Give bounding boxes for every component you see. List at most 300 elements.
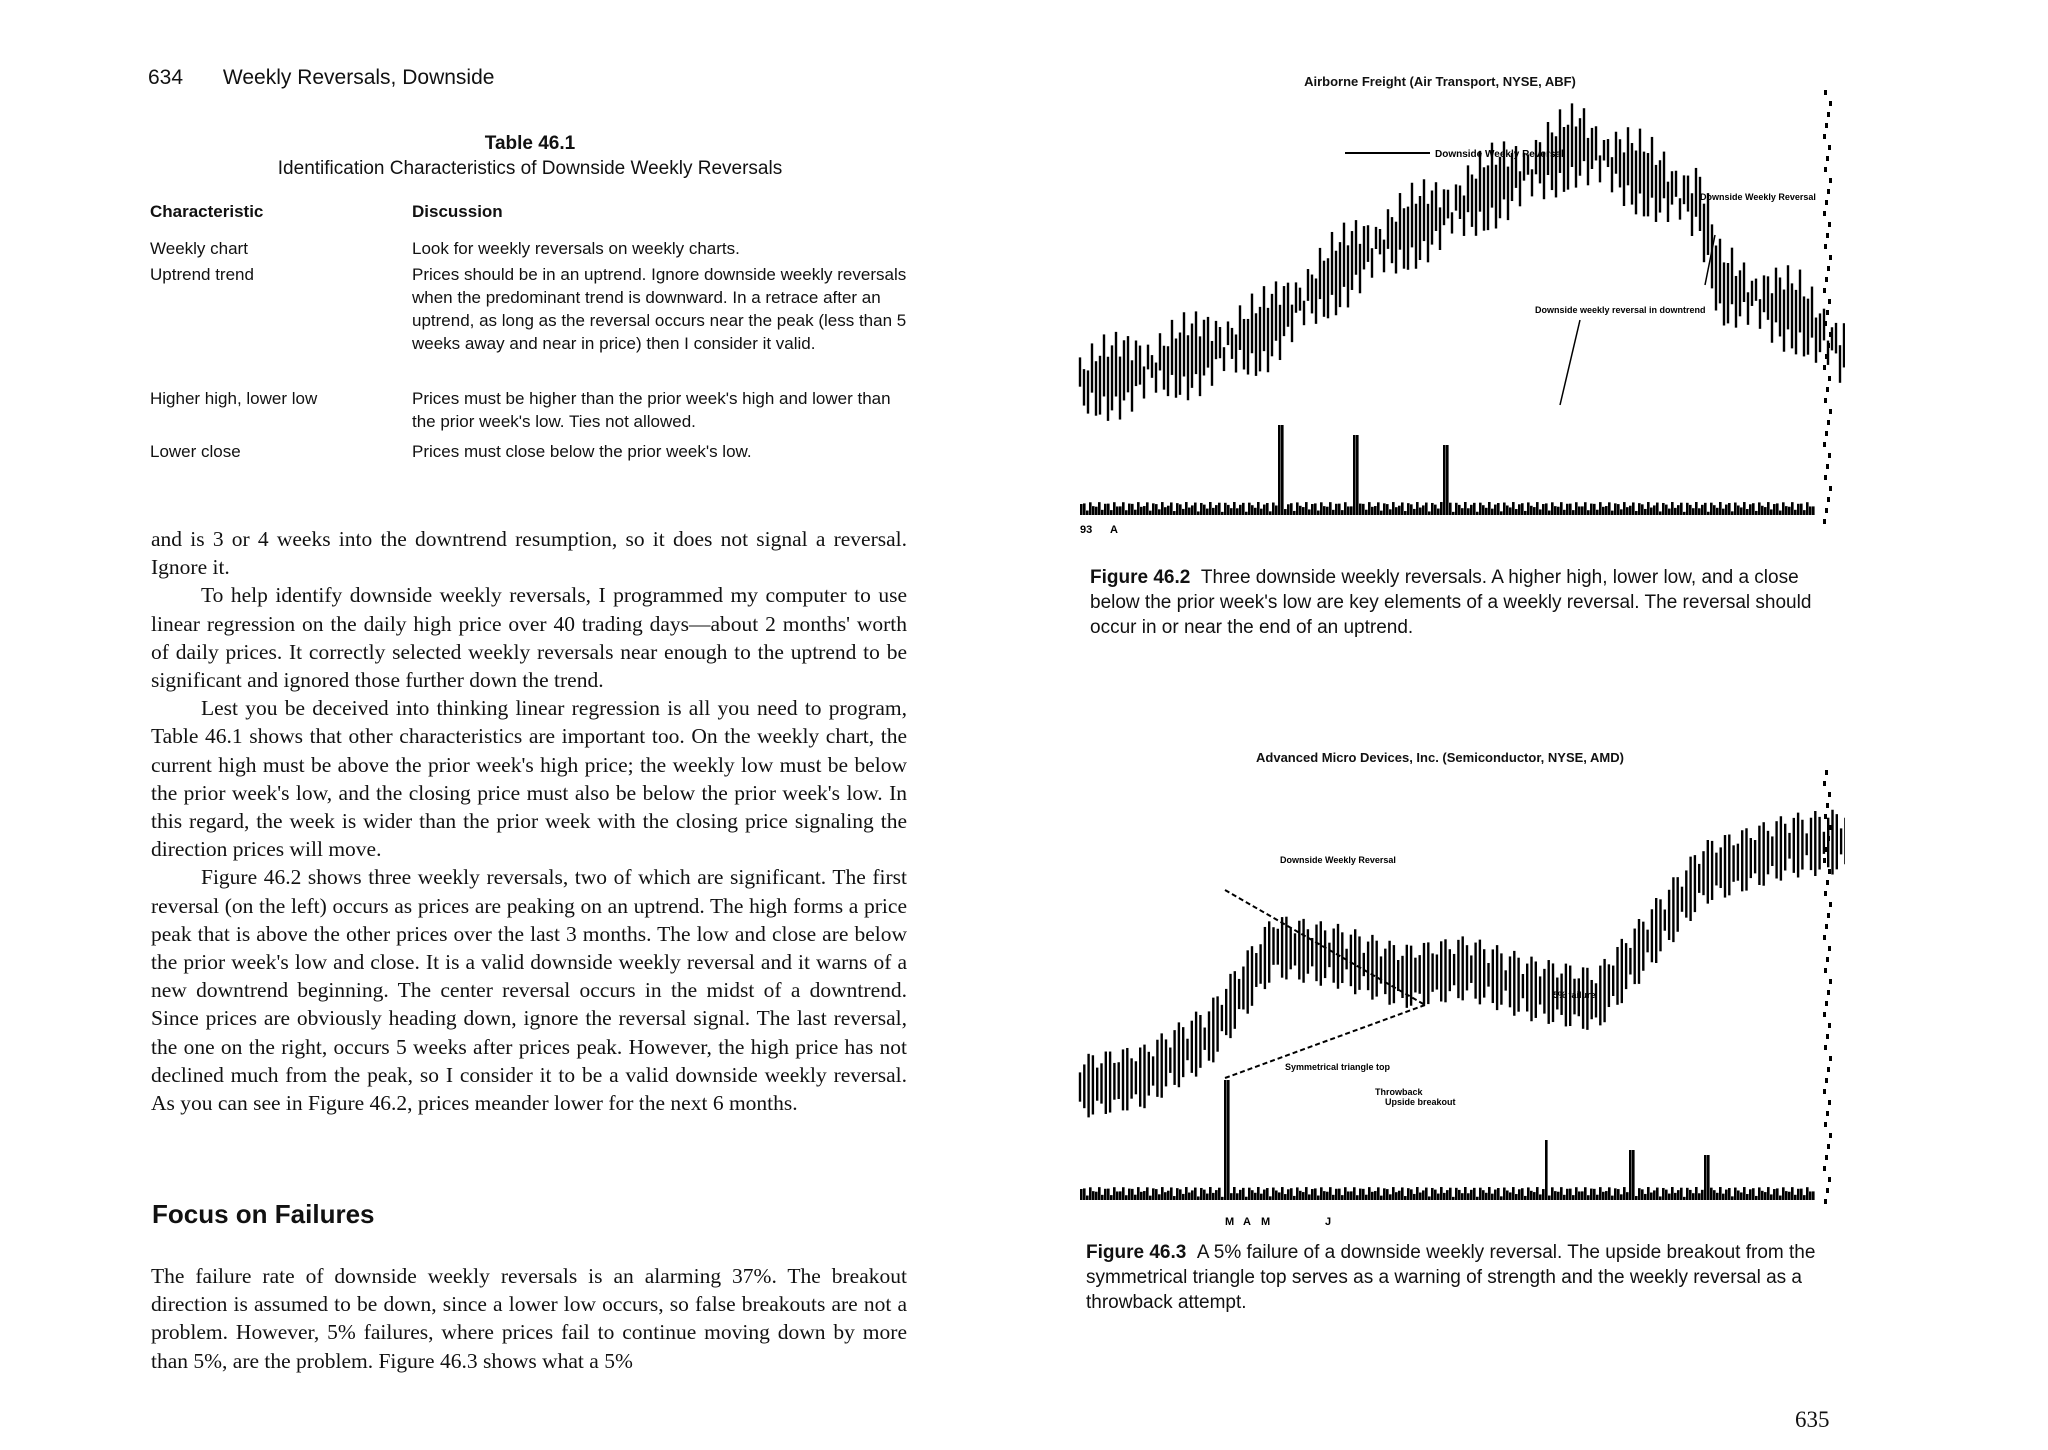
figure-3-volume-bar	[1569, 1189, 1572, 1200]
figure-2-axis-tick	[1824, 475, 1827, 480]
figure-3-volume-bar	[1671, 1187, 1674, 1200]
figure-2-volume-bar	[1560, 502, 1563, 515]
figure-3-axis-tick	[1824, 891, 1827, 896]
figure-2-volume-bar	[1350, 506, 1353, 515]
figure-2-volume-bar	[1605, 506, 1608, 515]
figure-2-volume-bar	[1284, 509, 1287, 515]
figure-2-volume-bar	[1638, 503, 1641, 515]
figure-2-axis-tick	[1828, 453, 1831, 458]
figure-3-volume-bar	[1551, 1187, 1554, 1200]
figure-2-volume-bar	[1761, 506, 1764, 515]
figure-3-volume-bar	[1239, 1190, 1242, 1200]
figure-3-volume-bar	[1425, 1188, 1428, 1200]
figure-3-axis-tick	[1825, 1078, 1828, 1083]
figure-3-volume-bar	[1260, 1194, 1263, 1200]
table-cell-characteristic: Higher high, lower low	[150, 389, 318, 408]
figure-3-volume-bar	[1710, 1188, 1713, 1200]
figure-2-volume-bar	[1635, 511, 1638, 515]
figure-3-axis-tick	[1828, 1100, 1831, 1105]
paragraph: and is 3 or 4 weeks into the downtrend resumption, so it does not signal a reversal. Ignore it.	[151, 527, 907, 580]
figure-3-axis-tick	[1828, 792, 1831, 797]
figure-2-volume-bar	[1746, 509, 1749, 515]
paragraph: Figure 46.2 shows three weekly reversals, two of which are significant. The first reversal (on the left) occurs as prices are peaking on an uptrend. The high forms a price peak that is above the other prices over the last 3 months. The low and close are below the prior week's low and close. It is a valid downside weekly reversal and it warns of a new downtrend beginning. The center reversal occurs in the midst of a downtrend. Since prices are obviously heading down, ignore the reversal signal. The last reversal, the one on the right, occurs 5 weeks after prices peak. However, the high price has not declined much from the peak, so I consider it to be a valid downside weekly reversal. As you can see in Figure 46.2, prices meander lower for the next 6 months.	[151, 865, 907, 1116]
figure-3-volume-bar	[1557, 1192, 1560, 1200]
figure-2-volume-bar	[1764, 507, 1767, 515]
figure-2-volume-bar	[1770, 509, 1773, 515]
figure-2-volume-bar	[1347, 506, 1350, 515]
figure-3-axis-tick	[1827, 836, 1830, 841]
figure-2-volume-bar	[1710, 503, 1713, 515]
figure-3-volume-bar	[1740, 1192, 1743, 1200]
figure-2-volume-bar	[1371, 507, 1374, 515]
figure-2-volume-bar	[1575, 502, 1578, 515]
figure-2-annotation: Downside Weekly Reversal	[1435, 149, 1564, 160]
figure-2-volume-bar	[1479, 503, 1482, 515]
figure-2-volume-bar	[1653, 505, 1656, 515]
figure-2-volume-bar	[1476, 512, 1479, 515]
figure-2-volume-bar	[1287, 504, 1290, 515]
figure-3-volume-bar	[1173, 1196, 1176, 1200]
table-header-discussion: Discussion	[412, 202, 503, 221]
figure-2-volume-bar	[1581, 506, 1584, 515]
figure-3-volume-bar	[1755, 1196, 1758, 1200]
figure-2-x-axis-year: 93	[1080, 524, 1093, 535]
figure-3-volume-bar	[1083, 1188, 1086, 1200]
figure-2-volume-bar	[1686, 503, 1689, 515]
figure-3-volume-bar	[1581, 1191, 1584, 1200]
figure-3-volume-bar	[1590, 1189, 1593, 1200]
figure-3-volume-bar	[1272, 1188, 1275, 1200]
figure-2-volume-bar	[1431, 503, 1434, 515]
figure-3-volume-bar	[1617, 1189, 1620, 1200]
figure-3-axis-tick	[1825, 1155, 1828, 1160]
figure-2-volume-bar	[1779, 511, 1782, 515]
figure-3-volume-bar	[1461, 1193, 1464, 1200]
figure-2-volume-bar	[1671, 502, 1674, 515]
figure-2-volume-bar	[1500, 511, 1503, 515]
figure-3-volume-bar	[1503, 1188, 1506, 1200]
figure-2-volume-bar	[1470, 505, 1473, 515]
figure-2-volume-bar	[1518, 504, 1521, 515]
figure-3-volume-bar	[1314, 1188, 1317, 1200]
figure-3-volume-bar	[1794, 1195, 1797, 1200]
figure-2-volume-bar	[1566, 504, 1569, 515]
figure-3-volume-bar	[1302, 1192, 1305, 1200]
figure-2-volume-bar	[1377, 502, 1380, 515]
figure-3-volume-bar	[1158, 1194, 1161, 1200]
figure-2-axis-tick	[1823, 211, 1826, 216]
figure-3-volume-bar	[1791, 1187, 1794, 1200]
figure-2-volume-bar	[1677, 505, 1680, 515]
figure-2-volume-bar	[1080, 504, 1083, 515]
figure-2-volume-bar	[1269, 511, 1272, 515]
figure-2-volume-bar	[1167, 506, 1170, 515]
figure-3-volume-bar	[1620, 1194, 1623, 1200]
figure-3-volume-bar	[1524, 1196, 1527, 1200]
figure-3-volume-bar	[1230, 1193, 1233, 1200]
figure-2-volume-bar	[1383, 503, 1386, 515]
figure-2-volume-bar	[1656, 503, 1659, 515]
figure-3-volume-bar	[1299, 1191, 1302, 1200]
figure-2-axis-tick	[1826, 310, 1829, 315]
figure-2-volume-bar	[1806, 502, 1809, 515]
figure-3-volume-bar	[1506, 1190, 1509, 1200]
figure-3-volume-bar	[1689, 1190, 1692, 1200]
figure-2-volume-bar	[1596, 510, 1599, 515]
figure-2-volume-bar	[1515, 509, 1518, 515]
figure-2-volume-bar	[1533, 507, 1536, 515]
figure-3-volume-bar	[1788, 1192, 1791, 1200]
section-heading: Focus on Failures	[152, 1199, 375, 1229]
figure-3-volume-bar	[1293, 1196, 1296, 1200]
figure-2-volume-bar	[1767, 502, 1770, 515]
figure-2-axis-tick	[1829, 486, 1832, 491]
figure-3-axis-tick	[1826, 1034, 1829, 1039]
figure-2-volume-bar	[1587, 510, 1590, 515]
figure-2-axis-tick	[1823, 519, 1826, 524]
figure-3-volume-bar	[1233, 1187, 1236, 1200]
figure-3-volume-bar	[1800, 1189, 1803, 1200]
figure-3-volume-bar	[1386, 1189, 1389, 1200]
figure-2-volume-bar	[1743, 502, 1746, 515]
figure-3-volume-bar	[1638, 1188, 1641, 1200]
figure-2-volume-bar	[1491, 509, 1494, 515]
figure-2-volume-bar	[1812, 506, 1815, 515]
figure-2-right-axis-ticks	[1823, 90, 1832, 524]
figure-3-volume-bar	[1482, 1190, 1485, 1200]
figure-3-volume-bar	[1149, 1196, 1152, 1200]
figure-2-volume-bar	[1404, 511, 1407, 515]
figure-3-volume-bar	[1290, 1188, 1293, 1200]
figure-2-volume-bar	[1356, 435, 1359, 515]
figure-2-axis-tick	[1824, 398, 1827, 403]
figure-2-volume-bar	[1620, 509, 1623, 515]
figure-3-axis-tick	[1828, 869, 1831, 874]
figure-2-volume-bar	[1275, 505, 1278, 515]
figure-3-volume-bar	[1491, 1194, 1494, 1200]
figure-3-axis-tick	[1827, 1067, 1830, 1072]
figure-3-volume-bar	[1200, 1188, 1203, 1200]
figure-2-volume-bar	[1242, 503, 1245, 515]
figure-3-volume-bar	[1254, 1193, 1257, 1200]
figure-2-volume-bar	[1419, 508, 1422, 515]
figure-2-axis-tick	[1828, 222, 1831, 227]
figure-3-price-bars	[1080, 807, 1845, 1139]
figure-3-volume-bar	[1737, 1190, 1740, 1200]
figure-2-volume-bar	[1440, 502, 1443, 515]
figure-3-volume-bar	[1545, 1140, 1548, 1200]
figure-2-volume-bar	[1137, 502, 1140, 515]
figure-2-volume-bar	[1716, 508, 1719, 515]
figure-2-volume-bar	[1131, 504, 1134, 515]
figure-3-volume-bar	[1140, 1192, 1143, 1200]
figure-3-axis-tick	[1824, 968, 1827, 973]
table-cell-characteristic: Uptrend trend	[150, 265, 254, 284]
figure-2-volume-bar	[1407, 503, 1410, 515]
figure-2-axis-tick	[1825, 431, 1828, 436]
figure-3-volume-bar	[1356, 1195, 1359, 1200]
figure-2-volume-bar	[1290, 503, 1293, 515]
figure-2-volume-bar	[1692, 508, 1695, 515]
figure-2-chart-title: Airborne Freight (Air Transport, NYSE, ABF)	[1304, 74, 1576, 89]
figure-2-volume-bar	[1524, 511, 1527, 515]
figure-3-volume-bar	[1584, 1187, 1587, 1200]
figure-3-annotation: Upside breakout	[1385, 1097, 1456, 1107]
figure-3-axis-tick	[1829, 902, 1832, 907]
figure-2-volume-bar	[1794, 510, 1797, 515]
running-head-title: Weekly Reversals, Downside	[222, 66, 495, 89]
figure-2-axis-tick	[1828, 145, 1831, 150]
figure-3-x-axis-label: A	[1243, 1216, 1251, 1228]
figure-2-volume-bar	[1563, 510, 1566, 515]
figure-2-volume-bar	[1614, 503, 1617, 515]
figure-2-volume-bar	[1374, 506, 1377, 515]
figure-2-volume-bar	[1683, 512, 1686, 515]
figure-2-volume-bar	[1689, 505, 1692, 515]
figure-2-volume-bar	[1569, 504, 1572, 515]
figure-3-volume-bar	[1686, 1188, 1689, 1200]
figure-2-volume-bar	[1317, 511, 1320, 515]
figure-3-volume-bar	[1383, 1188, 1386, 1200]
figure-2-annotation: Downside Weekly Reversal	[1700, 192, 1816, 202]
figure-2-volume-bar	[1644, 509, 1647, 515]
figure-3-volume-bar	[1413, 1194, 1416, 1200]
figure-3-volume-bar	[1170, 1187, 1173, 1200]
figure-2-axis-tick	[1826, 233, 1829, 238]
table-caption	[250, 131, 810, 181]
figure-2-volume-bar	[1149, 511, 1152, 515]
figure-2-volume-bar	[1401, 502, 1404, 515]
left-page-number: 634	[148, 66, 184, 89]
figure-2-volume-bar	[1113, 502, 1116, 515]
figure-2-axis-tick	[1828, 376, 1831, 381]
figure-3-volume-bar	[1518, 1189, 1521, 1200]
figure-3-volume-bar	[1323, 1191, 1326, 1200]
figure-2-volume-bar	[1785, 506, 1788, 515]
figure-2-volume-bar	[1245, 512, 1248, 515]
figure-2-volume-bar	[1485, 508, 1488, 515]
figure-3-volume-bar	[1500, 1196, 1503, 1200]
figure-3-volume-bar	[1392, 1187, 1395, 1200]
figure-2-axis-tick	[1827, 189, 1830, 194]
figure-3-volume-bar	[1779, 1196, 1782, 1200]
figure-2-volume-bar	[1428, 511, 1431, 515]
figure-2-volume-bar	[1473, 503, 1476, 515]
figure-2-volume-bar	[1221, 512, 1224, 515]
figure-3-volume-bar	[1680, 1188, 1683, 1200]
figure-3-volume-bar	[1122, 1187, 1125, 1200]
figure-3-volume-bar	[1380, 1196, 1383, 1200]
figure-3-volume-bar	[1155, 1189, 1158, 1200]
figure-3-volume-bar	[1185, 1187, 1188, 1200]
figure-2-volume-bar	[1506, 505, 1509, 515]
figure-3-volume-bar	[1437, 1194, 1440, 1200]
figure-3-volume-bar	[1554, 1191, 1557, 1200]
figure-3-volume-bar	[1656, 1188, 1659, 1200]
figure-3-volume-bar	[1329, 1187, 1332, 1200]
figure-3-volume-bar	[1404, 1196, 1407, 1200]
figure-2-volume-bars	[1080, 425, 1815, 515]
figure-3-volume-bar	[1224, 1080, 1227, 1200]
figure-3-axis-tick	[1825, 1001, 1828, 1006]
figure-2-volume-bar	[1803, 510, 1806, 515]
figure-2-volume-bar	[1719, 502, 1722, 515]
figure-3-volume-bar	[1602, 1192, 1605, 1200]
figure-3-volume-bar	[1650, 1193, 1653, 1200]
figure-2-axis-tick	[1824, 167, 1827, 172]
figure-2-volume-bar	[1263, 505, 1266, 515]
table-title: Identification Characteristics of Downside Weekly Reversals	[277, 158, 783, 179]
figure-3-volume-bar	[1203, 1190, 1206, 1200]
figure-2-volume-bar	[1197, 511, 1200, 515]
figure-3-volume-bar	[1113, 1187, 1116, 1200]
figure-2-volume-bar	[1695, 502, 1698, 515]
figure-2-volume-bar	[1512, 502, 1515, 515]
figure-3-volume-bar	[1512, 1187, 1515, 1200]
figure-2-volume-bar	[1416, 502, 1419, 515]
figure-3-volume-bar	[1728, 1188, 1731, 1200]
figure-3-volume-bar	[1734, 1188, 1737, 1200]
figure-2-volume-bar	[1425, 503, 1428, 515]
figure-3-x-axis-label: J	[1325, 1216, 1332, 1228]
figure-2-volume-bar	[1452, 512, 1455, 515]
figure-3-volume-bar	[1101, 1195, 1104, 1200]
figure-3-axis-tick	[1824, 1045, 1827, 1050]
figure-2-volume-bar	[1674, 508, 1677, 515]
figure-3-volume-bar	[1614, 1188, 1617, 1200]
figure-2-volume-bar	[1509, 507, 1512, 515]
figure-2-volume-bar	[1788, 507, 1791, 515]
figure-3-volume-bar	[1359, 1189, 1362, 1200]
table-cell-characteristic: Lower close	[150, 442, 241, 461]
figure-2-volume-bar	[1236, 508, 1239, 515]
figure-2-volume-bar	[1530, 506, 1533, 515]
figure-3-volume-bar	[1296, 1187, 1299, 1200]
figure-2-volume-bar	[1257, 502, 1260, 515]
figure-2-volume-bar	[1125, 510, 1128, 515]
figure-2-volume-bar	[1218, 503, 1221, 515]
figure-2-volume-bar	[1464, 502, 1467, 515]
figure-2-volume-bar	[1776, 503, 1779, 515]
figure-3-volume-bar	[1407, 1188, 1410, 1200]
figure-3-volume-bar	[1335, 1189, 1338, 1200]
figure-3-volume-bar	[1464, 1187, 1467, 1200]
section-body-text	[151, 1262, 907, 1375]
figure-3-volume-bar	[1578, 1191, 1581, 1200]
figure-2-volume-bar	[1662, 503, 1665, 515]
figure-3-axis-tick	[1829, 1056, 1832, 1061]
figure-2-volume-bar	[1281, 425, 1284, 515]
figure-2-volume-bar	[1134, 510, 1137, 515]
figure-3-volume-bar	[1761, 1191, 1764, 1200]
figure-2-volume-bar	[1296, 502, 1299, 515]
figure-2-volume-bar	[1752, 503, 1755, 515]
figure-3-volume-bar	[1116, 1191, 1119, 1200]
figure-2-volume-bar	[1554, 506, 1557, 515]
figure-2-volume-bar	[1155, 504, 1158, 515]
figure-3-volume-bar	[1188, 1193, 1191, 1200]
figure-2-volume-bar	[1320, 502, 1323, 515]
figure-3-volume-bar	[1398, 1191, 1401, 1200]
figure-3-volume-bar	[1470, 1190, 1473, 1200]
figure-3-volume-bar	[1758, 1187, 1761, 1200]
figure-2-volume-bar	[1791, 502, 1794, 515]
figure-2-volume-bar	[1497, 503, 1500, 515]
figure-3-volume-bar	[1152, 1188, 1155, 1200]
figure-3-volume-bar	[1257, 1187, 1260, 1200]
figure-2-volume-bar	[1152, 503, 1155, 515]
table-cell-discussion: Prices should be in an uptrend. Ignore downside weekly reversals when the predominant trend is downward. In a retrace after an uptrend, as long as the reversal occurs near the peak (less than 5 weeks away and near in price) then I consider it valid.	[412, 265, 907, 353]
figure-3-axis-tick	[1823, 935, 1826, 940]
figure-2-axis-tick	[1826, 464, 1829, 469]
figure-3-volume-bar	[1695, 1187, 1698, 1200]
figure-3-volume-bar	[1401, 1187, 1404, 1200]
figure-2-volume-bar	[1755, 511, 1758, 515]
figure-3-volume-bar	[1176, 1188, 1179, 1200]
figure-3-volume-bar	[1563, 1195, 1566, 1200]
figure-2-volume-bar	[1248, 503, 1251, 515]
figure-3-volume-bar	[1743, 1187, 1746, 1200]
figure-3-volume-bar	[1410, 1189, 1413, 1200]
figure-3-volume-bar	[1641, 1189, 1644, 1200]
figure-3-annotation: Downside Weekly Reversal	[1280, 855, 1396, 865]
figure-2-chart	[1075, 85, 1845, 535]
figure-2-volume-bar	[1698, 508, 1701, 515]
figure-3-volume-bar	[1467, 1193, 1470, 1200]
figure-3-volume-bar	[1311, 1189, 1314, 1200]
figure-3-volume-bar	[1374, 1191, 1377, 1200]
figure-2-axis-tick	[1829, 178, 1832, 183]
figure-2-volume-bar	[1341, 510, 1344, 515]
figure-2-volume-bar	[1209, 502, 1212, 515]
figure-3-volume-bar	[1440, 1187, 1443, 1200]
figure-2-axis-tick	[1827, 343, 1830, 348]
figure-3-volume-bar	[1809, 1191, 1812, 1200]
figure-2-volume-bar	[1773, 504, 1776, 515]
figure-2-volume-bar	[1302, 507, 1305, 515]
figure-2-volume-bar	[1749, 504, 1752, 515]
table-cell-characteristic: Weekly chart	[150, 239, 248, 258]
figure-2-volume-bar	[1584, 502, 1587, 515]
figure-3-volume-bar	[1473, 1188, 1476, 1200]
figure-2-volume-bar	[1725, 505, 1728, 515]
figure-2-volume-bar	[1329, 502, 1332, 515]
figure-3-volume-bar	[1431, 1188, 1434, 1200]
figure-3-volume-bar	[1764, 1192, 1767, 1200]
figure-3-caption-text: A 5% failure of a downside weekly reversal. The upside breakout from the symmetrical triangle top serves as a warning of strength and the weekly reversal as a throwback attempt.	[1086, 1242, 1816, 1313]
figure-2-volume-bar	[1797, 504, 1800, 515]
figure-3-volume-bar	[1713, 1190, 1716, 1200]
figure-3-volume-bar	[1533, 1192, 1536, 1200]
figure-3-x-axis-label: M	[1261, 1216, 1271, 1228]
figure-2-x-axis-month: A	[1110, 524, 1118, 535]
figure-3-volume-bar	[1644, 1194, 1647, 1200]
figure-2-volume-bar	[1110, 510, 1113, 515]
figure-3-volume-bar	[1320, 1187, 1323, 1200]
figure-2-volume-bar	[1782, 502, 1785, 515]
figure-2-volume-bar	[1602, 507, 1605, 515]
figure-3-volume-bar	[1266, 1188, 1269, 1200]
figure-2-volume-bar	[1230, 508, 1233, 515]
figure-3-volume-bar	[1197, 1196, 1200, 1200]
figure-2-volume-bar	[1266, 503, 1269, 515]
figure-3-volume-bar	[1134, 1195, 1137, 1200]
figure-2-volume-bar	[1119, 506, 1122, 515]
figure-2-volume-bar	[1101, 510, 1104, 515]
figure-2-axis-tick	[1824, 244, 1827, 249]
figure-2-axis-tick	[1827, 112, 1830, 117]
figure-3-volume-bar	[1458, 1190, 1461, 1200]
